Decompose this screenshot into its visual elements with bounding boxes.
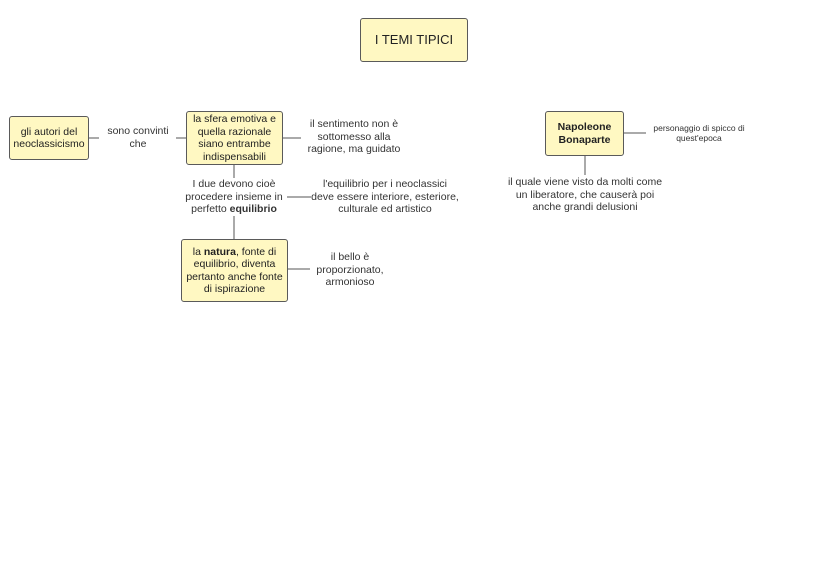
label-liberatore: il quale viene visto da molti come un liberatore, che causerà poi anche grandi delusioni <box>507 176 663 213</box>
label-bello: il bello è proporzionato, armonioso <box>316 251 384 288</box>
node-napoleone-text: Napoleone Bonaparte <box>557 121 612 146</box>
node-autori[interactable] <box>9 116 89 160</box>
title-node[interactable] <box>360 18 468 62</box>
node-sfera[interactable] <box>186 111 283 165</box>
node-autori-text: gli autori del neoclassicismo <box>13 125 85 150</box>
title-text: I TEMI TIPICI <box>374 31 454 47</box>
node-sfera-text: la sfera emotiva e quella razionale siano entrambe indispensabili <box>193 113 276 163</box>
natura-text-pre: la <box>192 245 204 258</box>
due-devono-text: I due devono cioè procedere insieme in perfetto <box>185 178 283 215</box>
label-equilibrio-desc: l'equilibrio per i neoclassici deve essere interiore, esteriore, culturale ed artistico <box>311 178 459 215</box>
natura-text-bold: natura <box>203 245 236 258</box>
node-napoleone[interactable] <box>545 111 624 156</box>
label-sono-convinti: sono convinti che <box>107 125 169 150</box>
label-personaggio: personaggio di spicco di quest'epoca <box>653 123 745 143</box>
node-natura[interactable] <box>181 239 288 302</box>
natura-text-post: , fonte di equilibrio, diventa pertanto anche fonte di ispirazione <box>186 245 283 295</box>
label-sentimento: il sentimento non è sottomesso alla ragione, ma guidato <box>307 118 401 155</box>
label-due-devono <box>183 178 285 216</box>
due-devono-bold: equilibrio <box>229 203 277 215</box>
